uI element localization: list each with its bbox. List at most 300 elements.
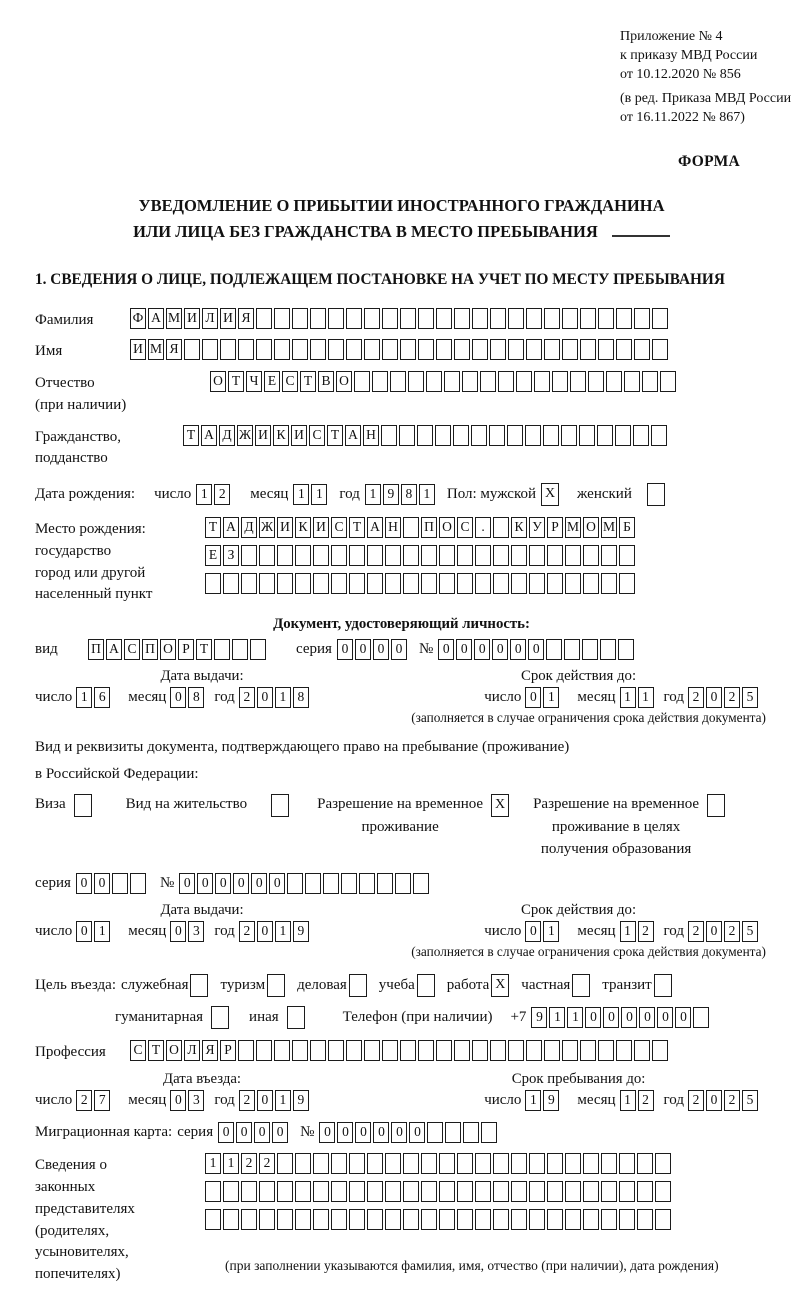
char-cell[interactable]	[601, 1181, 617, 1202]
char-cell[interactable]	[511, 573, 527, 594]
char-cell[interactable]: 2	[688, 1090, 704, 1111]
char-cell[interactable]: 8	[293, 687, 309, 708]
char-cell[interactable]	[565, 1153, 581, 1174]
char-cell[interactable]	[651, 425, 667, 446]
birth-month-input[interactable]	[293, 484, 329, 505]
name-input[interactable]	[130, 339, 670, 360]
char-cell[interactable]	[655, 1181, 671, 1202]
char-cell[interactable]	[223, 1181, 239, 1202]
char-cell[interactable]	[454, 339, 470, 360]
char-cell[interactable]	[202, 339, 218, 360]
char-cell[interactable]	[652, 339, 668, 360]
char-cell[interactable]: 0	[337, 1122, 353, 1143]
char-cell[interactable]	[211, 1006, 229, 1029]
purpose-work-checkbox[interactable]	[491, 974, 511, 997]
char-cell[interactable]: 2	[214, 484, 230, 505]
char-cell[interactable]: 5	[742, 1090, 758, 1111]
entry-month-input[interactable]	[170, 1090, 206, 1111]
char-cell[interactable]	[543, 425, 559, 446]
char-cell[interactable]	[367, 573, 383, 594]
char-cell[interactable]: А	[201, 425, 217, 446]
char-cell[interactable]	[475, 1209, 491, 1230]
char-cell[interactable]	[259, 1181, 275, 1202]
residence-issue-month-input[interactable]	[170, 921, 206, 942]
char-cell[interactable]	[552, 371, 568, 392]
char-cell[interactable]	[313, 1209, 329, 1230]
residence-number-input[interactable]	[179, 873, 431, 894]
char-cell[interactable]	[382, 339, 398, 360]
char-cell[interactable]: Т	[228, 371, 244, 392]
temp-residence-checkbox[interactable]	[491, 794, 511, 817]
char-cell[interactable]	[238, 1040, 254, 1061]
birth-place-row2[interactable]	[205, 545, 637, 566]
char-cell[interactable]	[395, 873, 411, 894]
entry-year-input[interactable]	[239, 1090, 311, 1111]
char-cell[interactable]	[403, 573, 419, 594]
char-cell[interactable]: 0	[251, 873, 267, 894]
char-cell[interactable]	[349, 1209, 365, 1230]
char-cell[interactable]	[205, 1181, 221, 1202]
char-cell[interactable]	[472, 1040, 488, 1061]
char-cell[interactable]	[418, 1040, 434, 1061]
purpose-transit-checkbox[interactable]	[654, 974, 674, 997]
char-cell[interactable]: К	[295, 517, 311, 538]
representatives-row3[interactable]	[205, 1209, 673, 1230]
entry-day-input[interactable]	[76, 1090, 112, 1111]
char-cell[interactable]	[385, 1209, 401, 1230]
char-cell[interactable]: 1	[543, 687, 559, 708]
char-cell[interactable]	[372, 371, 388, 392]
char-cell[interactable]: Ф	[130, 308, 146, 329]
char-cell[interactable]: Л	[184, 1040, 200, 1061]
char-cell[interactable]: 0	[319, 1122, 335, 1143]
char-cell[interactable]	[277, 573, 293, 594]
char-cell[interactable]: 1	[205, 1153, 221, 1174]
char-cell[interactable]	[418, 308, 434, 329]
char-cell[interactable]	[421, 1153, 437, 1174]
char-cell[interactable]: 5	[742, 921, 758, 942]
char-cell[interactable]	[292, 339, 308, 360]
char-cell[interactable]: 1	[76, 687, 92, 708]
purpose-study-checkbox[interactable]	[417, 974, 437, 997]
char-cell[interactable]: 0	[355, 1122, 371, 1143]
char-cell[interactable]: 2	[76, 1090, 92, 1111]
char-cell[interactable]	[562, 1040, 578, 1061]
char-cell[interactable]: X	[491, 974, 509, 997]
char-cell[interactable]	[511, 545, 527, 566]
char-cell[interactable]	[637, 1153, 653, 1174]
char-cell[interactable]	[313, 545, 329, 566]
char-cell[interactable]	[435, 425, 451, 446]
char-cell[interactable]: О	[160, 639, 176, 660]
char-cell[interactable]	[382, 1040, 398, 1061]
char-cell[interactable]	[439, 573, 455, 594]
char-cell[interactable]	[583, 573, 599, 594]
char-cell[interactable]: 0	[170, 687, 186, 708]
purpose-humanitarian-checkbox[interactable]	[211, 1006, 231, 1029]
char-cell[interactable]	[367, 545, 383, 566]
char-cell[interactable]: 0	[456, 639, 472, 660]
char-cell[interactable]: И	[255, 425, 271, 446]
char-cell[interactable]: С	[282, 371, 298, 392]
char-cell[interactable]	[444, 371, 460, 392]
char-cell[interactable]: М	[148, 339, 164, 360]
issue-year-input[interactable]	[239, 687, 311, 708]
char-cell[interactable]: 0	[215, 873, 231, 894]
char-cell[interactable]: 0	[373, 1122, 389, 1143]
char-cell[interactable]	[457, 1181, 473, 1202]
stay-day-input[interactable]	[525, 1090, 561, 1111]
char-cell[interactable]	[547, 1153, 563, 1174]
char-cell[interactable]	[313, 573, 329, 594]
char-cell[interactable]	[349, 573, 365, 594]
char-cell[interactable]: О	[166, 1040, 182, 1061]
char-cell[interactable]	[331, 573, 347, 594]
char-cell[interactable]	[256, 308, 272, 329]
char-cell[interactable]: 0	[603, 1007, 619, 1028]
char-cell[interactable]: 0	[76, 921, 92, 942]
char-cell[interactable]	[400, 1040, 416, 1061]
char-cell[interactable]: 0	[236, 1122, 252, 1143]
char-cell[interactable]	[267, 974, 285, 997]
char-cell[interactable]	[214, 639, 230, 660]
char-cell[interactable]	[582, 639, 598, 660]
char-cell[interactable]	[259, 573, 275, 594]
char-cell[interactable]: 2	[259, 1153, 275, 1174]
char-cell[interactable]	[205, 573, 221, 594]
char-cell[interactable]	[385, 545, 401, 566]
residence-permit-checkbox[interactable]	[271, 794, 291, 817]
char-cell[interactable]	[277, 545, 293, 566]
char-cell[interactable]: 0	[706, 921, 722, 942]
char-cell[interactable]: Т	[349, 517, 365, 538]
char-cell[interactable]: Е	[205, 545, 221, 566]
char-cell[interactable]: 0	[355, 639, 371, 660]
char-cell[interactable]	[547, 1209, 563, 1230]
char-cell[interactable]: 3	[188, 1090, 204, 1111]
char-cell[interactable]	[408, 371, 424, 392]
char-cell[interactable]	[475, 1181, 491, 1202]
doc-series-input[interactable]	[337, 639, 409, 660]
char-cell[interactable]: Я	[202, 1040, 218, 1061]
char-cell[interactable]	[436, 339, 452, 360]
char-cell[interactable]	[184, 339, 200, 360]
char-cell[interactable]: Д	[219, 425, 235, 446]
char-cell[interactable]: 1	[365, 484, 381, 505]
residence-issue-day-input[interactable]	[76, 921, 112, 942]
char-cell[interactable]	[381, 425, 397, 446]
char-cell[interactable]	[616, 1040, 632, 1061]
char-cell[interactable]: 0	[706, 687, 722, 708]
char-cell[interactable]	[241, 573, 257, 594]
char-cell[interactable]	[205, 1209, 221, 1230]
char-cell[interactable]: Т	[300, 371, 316, 392]
char-cell[interactable]	[439, 1209, 455, 1230]
char-cell[interactable]	[707, 794, 725, 817]
char-cell[interactable]	[547, 545, 563, 566]
char-cell[interactable]	[349, 1181, 365, 1202]
char-cell[interactable]	[490, 308, 506, 329]
purpose-business-checkbox[interactable]	[349, 974, 369, 997]
char-cell[interactable]	[562, 339, 578, 360]
char-cell[interactable]: Р	[220, 1040, 236, 1061]
char-cell[interactable]	[616, 339, 632, 360]
char-cell[interactable]	[624, 371, 640, 392]
representatives-row1[interactable]	[205, 1153, 673, 1174]
char-cell[interactable]	[426, 371, 442, 392]
char-cell[interactable]: 0	[257, 921, 273, 942]
char-cell[interactable]	[400, 339, 416, 360]
char-cell[interactable]	[619, 1209, 635, 1230]
char-cell[interactable]: 0	[675, 1007, 691, 1028]
char-cell[interactable]	[232, 639, 248, 660]
char-cell[interactable]: 0	[94, 873, 110, 894]
issue-day-input[interactable]	[76, 687, 112, 708]
char-cell[interactable]	[493, 545, 509, 566]
char-cell[interactable]	[313, 1181, 329, 1202]
char-cell[interactable]: 0	[170, 921, 186, 942]
char-cell[interactable]: М	[565, 517, 581, 538]
char-cell[interactable]	[508, 1040, 524, 1061]
char-cell[interactable]	[427, 1122, 443, 1143]
char-cell[interactable]	[331, 1209, 347, 1230]
residence-expiry-year-input[interactable]	[688, 921, 760, 942]
char-cell[interactable]: О	[583, 517, 599, 538]
char-cell[interactable]: А	[345, 425, 361, 446]
char-cell[interactable]	[295, 1181, 311, 1202]
char-cell[interactable]: 1	[525, 1090, 541, 1111]
char-cell[interactable]	[561, 425, 577, 446]
char-cell[interactable]: 0	[170, 1090, 186, 1111]
char-cell[interactable]: 9	[293, 1090, 309, 1111]
char-cell[interactable]: 0	[621, 1007, 637, 1028]
sex-male-checkbox[interactable]	[541, 483, 561, 506]
birth-place-row1[interactable]	[205, 517, 637, 538]
char-cell[interactable]	[634, 1040, 650, 1061]
char-cell[interactable]	[238, 339, 254, 360]
char-cell[interactable]	[223, 573, 239, 594]
char-cell[interactable]: 1	[638, 687, 654, 708]
char-cell[interactable]: 9	[531, 1007, 547, 1028]
char-cell[interactable]: С	[457, 517, 473, 538]
char-cell[interactable]: 1	[419, 484, 435, 505]
char-cell[interactable]: Е	[264, 371, 280, 392]
char-cell[interactable]: 0	[525, 687, 541, 708]
issue-month-input[interactable]	[170, 687, 206, 708]
char-cell[interactable]	[511, 1181, 527, 1202]
char-cell[interactable]	[328, 339, 344, 360]
stay-month-input[interactable]	[620, 1090, 656, 1111]
char-cell[interactable]: А	[367, 517, 383, 538]
char-cell[interactable]	[453, 425, 469, 446]
char-cell[interactable]	[403, 545, 419, 566]
char-cell[interactable]	[385, 1153, 401, 1174]
char-cell[interactable]: Ж	[259, 517, 275, 538]
char-cell[interactable]	[241, 545, 257, 566]
char-cell[interactable]: 2	[241, 1153, 257, 1174]
char-cell[interactable]	[310, 308, 326, 329]
char-cell[interactable]: 1	[275, 1090, 291, 1111]
char-cell[interactable]	[579, 425, 595, 446]
char-cell[interactable]	[399, 425, 415, 446]
char-cell[interactable]: 0	[528, 639, 544, 660]
char-cell[interactable]: 9	[293, 921, 309, 942]
char-cell[interactable]	[490, 1040, 506, 1061]
char-cell[interactable]: 0	[257, 687, 273, 708]
char-cell[interactable]	[481, 1122, 497, 1143]
char-cell[interactable]	[457, 545, 473, 566]
char-cell[interactable]: 0	[254, 1122, 270, 1143]
char-cell[interactable]: В	[318, 371, 334, 392]
char-cell[interactable]: Ч	[246, 371, 262, 392]
char-cell[interactable]: 2	[724, 687, 740, 708]
char-cell[interactable]	[565, 573, 581, 594]
char-cell[interactable]: X	[491, 794, 509, 817]
char-cell[interactable]	[417, 425, 433, 446]
char-cell[interactable]	[583, 1181, 599, 1202]
char-cell[interactable]: 0	[492, 639, 508, 660]
char-cell[interactable]	[223, 1209, 239, 1230]
char-cell[interactable]	[619, 1181, 635, 1202]
char-cell[interactable]: Н	[385, 517, 401, 538]
char-cell[interactable]	[271, 794, 289, 817]
char-cell[interactable]	[454, 308, 470, 329]
char-cell[interactable]	[525, 425, 541, 446]
char-cell[interactable]	[526, 1040, 542, 1061]
char-cell[interactable]	[544, 1040, 560, 1061]
char-cell[interactable]	[471, 425, 487, 446]
phone-input[interactable]	[531, 1007, 711, 1028]
doc-number-input[interactable]	[438, 639, 636, 660]
char-cell[interactable]	[457, 573, 473, 594]
char-cell[interactable]	[493, 573, 509, 594]
char-cell[interactable]	[606, 371, 622, 392]
char-cell[interactable]	[439, 1153, 455, 1174]
char-cell[interactable]: О	[439, 517, 455, 538]
char-cell[interactable]	[472, 339, 488, 360]
char-cell[interactable]	[493, 1153, 509, 1174]
profession-input[interactable]	[130, 1040, 670, 1061]
char-cell[interactable]	[618, 639, 634, 660]
char-cell[interactable]	[601, 1153, 617, 1174]
char-cell[interactable]	[287, 873, 303, 894]
char-cell[interactable]	[615, 425, 631, 446]
char-cell[interactable]: 0	[373, 639, 389, 660]
char-cell[interactable]	[421, 545, 437, 566]
char-cell[interactable]	[331, 1153, 347, 1174]
char-cell[interactable]: О	[210, 371, 226, 392]
char-cell[interactable]: 0	[706, 1090, 722, 1111]
char-cell[interactable]	[364, 1040, 380, 1061]
char-cell[interactable]: Я	[166, 339, 182, 360]
char-cell[interactable]: З	[223, 545, 239, 566]
char-cell[interactable]: И	[277, 517, 293, 538]
char-cell[interactable]	[274, 339, 290, 360]
char-cell[interactable]	[647, 483, 665, 506]
char-cell[interactable]: 0	[272, 1122, 288, 1143]
representatives-row2[interactable]	[205, 1181, 673, 1202]
char-cell[interactable]: 0	[438, 639, 454, 660]
char-cell[interactable]	[417, 974, 435, 997]
char-cell[interactable]	[508, 339, 524, 360]
char-cell[interactable]	[619, 1153, 635, 1174]
char-cell[interactable]	[583, 545, 599, 566]
char-cell[interactable]	[564, 639, 580, 660]
char-cell[interactable]	[529, 1153, 545, 1174]
char-cell[interactable]	[403, 517, 419, 538]
char-cell[interactable]: 1	[196, 484, 212, 505]
char-cell[interactable]	[619, 545, 635, 566]
char-cell[interactable]: 1	[620, 687, 636, 708]
char-cell[interactable]	[598, 339, 614, 360]
char-cell[interactable]	[544, 308, 560, 329]
char-cell[interactable]	[565, 545, 581, 566]
char-cell[interactable]	[310, 339, 326, 360]
char-cell[interactable]	[489, 425, 505, 446]
char-cell[interactable]: 1	[275, 921, 291, 942]
char-cell[interactable]	[601, 545, 617, 566]
char-cell[interactable]	[454, 1040, 470, 1061]
char-cell[interactable]	[331, 545, 347, 566]
purpose-official-checkbox[interactable]	[190, 974, 210, 997]
char-cell[interactable]	[655, 1209, 671, 1230]
char-cell[interactable]: 0	[525, 921, 541, 942]
char-cell[interactable]: 1	[223, 1153, 239, 1174]
char-cell[interactable]: Т	[148, 1040, 164, 1061]
char-cell[interactable]	[652, 308, 668, 329]
char-cell[interactable]	[529, 573, 545, 594]
char-cell[interactable]	[367, 1181, 383, 1202]
char-cell[interactable]: 6	[94, 687, 110, 708]
char-cell[interactable]	[572, 974, 590, 997]
char-cell[interactable]	[367, 1153, 383, 1174]
char-cell[interactable]: 0	[76, 873, 92, 894]
char-cell[interactable]: 5	[742, 687, 758, 708]
char-cell[interactable]: 9	[383, 484, 399, 505]
char-cell[interactable]: Р	[547, 517, 563, 538]
expiry-month-input[interactable]	[620, 687, 656, 708]
char-cell[interactable]: Т	[183, 425, 199, 446]
char-cell[interactable]	[382, 308, 398, 329]
char-cell[interactable]	[295, 545, 311, 566]
char-cell[interactable]: М	[601, 517, 617, 538]
char-cell[interactable]	[601, 1209, 617, 1230]
char-cell[interactable]	[580, 1040, 596, 1061]
char-cell[interactable]: Д	[241, 517, 257, 538]
char-cell[interactable]: П	[421, 517, 437, 538]
char-cell[interactable]	[413, 873, 429, 894]
char-cell[interactable]	[544, 339, 560, 360]
citizenship-input[interactable]	[183, 425, 669, 446]
char-cell[interactable]: 0	[337, 639, 353, 660]
char-cell[interactable]	[259, 545, 275, 566]
birth-place-row3[interactable]	[205, 573, 637, 594]
char-cell[interactable]: И	[130, 339, 146, 360]
char-cell[interactable]	[349, 1153, 365, 1174]
char-cell[interactable]: 1	[275, 687, 291, 708]
char-cell[interactable]	[421, 1181, 437, 1202]
char-cell[interactable]	[619, 573, 635, 594]
char-cell[interactable]: 0	[233, 873, 249, 894]
char-cell[interactable]	[323, 873, 339, 894]
char-cell[interactable]: И	[220, 308, 236, 329]
char-cell[interactable]: П	[142, 639, 158, 660]
char-cell[interactable]: К	[273, 425, 289, 446]
char-cell[interactable]	[526, 339, 542, 360]
char-cell[interactable]	[601, 573, 617, 594]
char-cell[interactable]: 1	[549, 1007, 565, 1028]
char-cell[interactable]	[359, 873, 375, 894]
